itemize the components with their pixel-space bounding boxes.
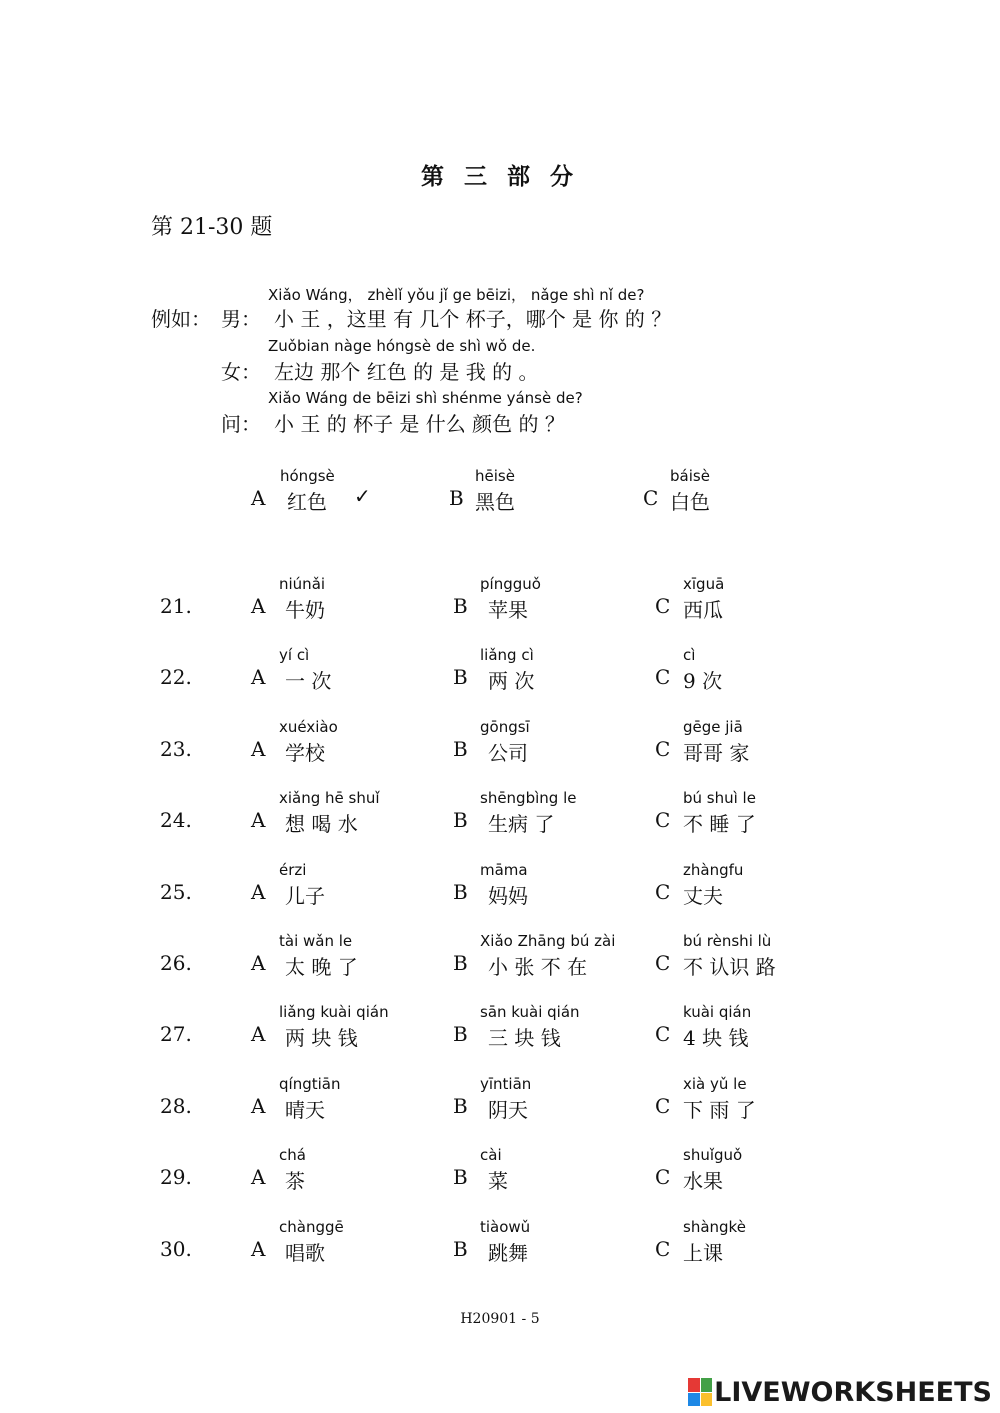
option-pinyin: chá xyxy=(279,1146,306,1164)
option-pinyin: érzi xyxy=(279,861,307,879)
option-pinyin: tiàowǔ xyxy=(480,1218,531,1236)
option-pinyin: gōngsī xyxy=(480,718,530,736)
option-hanzi: 下 雨 了 xyxy=(683,1098,756,1122)
option-hanzi: 公司 xyxy=(488,741,528,765)
option-letter: B xyxy=(453,594,468,618)
option-hanzi: 太 晚 了 xyxy=(285,955,358,979)
option-pinyin: tài wǎn le xyxy=(279,932,353,950)
example-speaker-2: 女： xyxy=(221,360,261,384)
option-pinyin: bú rènshi lù xyxy=(683,932,772,950)
option-pinyin: shàngkè xyxy=(683,1218,746,1236)
example-option-b-hanzi: 黑色 xyxy=(475,490,515,514)
question-number: 21. xyxy=(160,594,192,618)
option-hanzi: 两 次 xyxy=(488,669,535,693)
logo-text: LIVEWORKSHEETS xyxy=(714,1376,992,1408)
option-hanzi: 唱歌 xyxy=(285,1241,325,1265)
option-pinyin: yīntiān xyxy=(480,1075,532,1093)
question-number: 29. xyxy=(160,1165,192,1189)
option-letter: C xyxy=(655,1165,671,1189)
option-hanzi: 苹果 xyxy=(488,598,528,622)
option-hanzi: 学校 xyxy=(285,741,325,765)
option-pinyin: píngguǒ xyxy=(480,575,541,593)
option-hanzi: 上课 xyxy=(683,1241,723,1265)
example-option-b-pinyin: hēisè xyxy=(475,467,515,485)
option-pinyin: cì xyxy=(683,646,696,664)
option-pinyin: zhàngfu xyxy=(683,861,744,879)
logo-squares-icon xyxy=(688,1378,712,1406)
option-pinyin: bú shuì le xyxy=(683,789,756,807)
option-pinyin: xuéxiào xyxy=(279,718,338,736)
example-option-a-letter: A xyxy=(251,486,266,510)
option-letter: B xyxy=(453,951,468,975)
question-number: 28. xyxy=(160,1094,192,1118)
option-hanzi: 不 认识 路 xyxy=(683,955,776,979)
option-hanzi: 一 次 xyxy=(285,669,332,693)
option-letter: A xyxy=(251,665,266,689)
option-pinyin: Xiǎo Zhāng bú zài xyxy=(480,932,616,950)
option-letter: C xyxy=(655,737,671,761)
question-number: 25. xyxy=(160,880,192,904)
option-letter: C xyxy=(655,880,671,904)
option-letter: A xyxy=(251,880,266,904)
option-letter: A xyxy=(251,1165,266,1189)
option-letter: A xyxy=(251,594,266,618)
question-number: 23. xyxy=(160,737,192,761)
option-hanzi: 牛奶 xyxy=(285,598,325,622)
option-hanzi: 4 块 钱 xyxy=(683,1026,749,1050)
example-label: 例如： xyxy=(151,307,211,331)
option-letter: B xyxy=(453,1022,468,1046)
option-hanzi: 跳舞 xyxy=(488,1241,528,1265)
option-hanzi: 两 块 钱 xyxy=(285,1026,358,1050)
option-letter: C xyxy=(655,1094,671,1118)
option-pinyin: niúnǎi xyxy=(279,575,326,593)
option-hanzi: 丈夫 xyxy=(683,884,723,908)
option-letter: C xyxy=(655,951,671,975)
example-speaker-3: 问： xyxy=(221,412,261,436)
example-speaker-1: 男： xyxy=(221,307,261,331)
option-pinyin: liǎng kuài qián xyxy=(279,1003,389,1021)
option-pinyin: chànggē xyxy=(279,1218,344,1236)
option-pinyin: xià yǔ le xyxy=(683,1075,747,1093)
option-letter: B xyxy=(453,808,468,832)
option-hanzi: 哥哥 家 xyxy=(683,741,750,765)
option-pinyin: xiǎng hē shuǐ xyxy=(279,789,380,807)
example-option-c-pinyin: báisè xyxy=(670,467,710,485)
option-pinyin: liǎng cì xyxy=(480,646,534,664)
question-number: 22. xyxy=(160,665,192,689)
liveworksheets-logo xyxy=(688,1375,992,1409)
option-hanzi: 菜 xyxy=(488,1169,508,1193)
option-letter: B xyxy=(453,665,468,689)
question-number: 27. xyxy=(160,1022,192,1046)
example-hanzi-2: 左边 那个 红色 的 是 我 的 。 xyxy=(274,360,539,384)
section-title: 第 三 部 分 xyxy=(420,163,580,190)
example-option-a-hanzi: 红色 xyxy=(287,490,327,514)
option-hanzi: 阴天 xyxy=(488,1098,528,1122)
option-hanzi: 想 喝 水 xyxy=(285,812,358,836)
option-letter: B xyxy=(453,1165,468,1189)
option-letter: C xyxy=(655,808,671,832)
option-pinyin: kuài qián xyxy=(683,1003,752,1021)
option-hanzi: 9 次 xyxy=(683,669,723,693)
option-letter: B xyxy=(453,1237,468,1261)
question-range: 第 21-30 题 xyxy=(151,215,273,240)
option-letter: B xyxy=(453,880,468,904)
option-hanzi: 西瓜 xyxy=(683,598,723,622)
option-pinyin: cài xyxy=(480,1146,502,1164)
option-pinyin: yí cì xyxy=(279,646,310,664)
option-pinyin: sān kuài qián xyxy=(480,1003,580,1021)
example-option-c-hanzi: 白色 xyxy=(670,490,710,514)
option-hanzi: 茶 xyxy=(285,1169,305,1193)
option-pinyin: xīguā xyxy=(683,575,725,593)
question-number: 24. xyxy=(160,808,192,832)
option-letter: C xyxy=(655,594,671,618)
option-letter: B xyxy=(453,1094,468,1118)
option-letter: B xyxy=(453,737,468,761)
option-hanzi: 不 睡 了 xyxy=(683,812,756,836)
option-hanzi: 晴天 xyxy=(285,1098,325,1122)
option-hanzi: 三 块 钱 xyxy=(488,1026,561,1050)
option-letter: A xyxy=(251,1094,266,1118)
option-letter: C xyxy=(655,1237,671,1261)
option-letter: A xyxy=(251,808,266,832)
option-letter: C xyxy=(655,1022,671,1046)
question-number: 30. xyxy=(160,1237,192,1261)
option-letter: A xyxy=(251,951,266,975)
example-hanzi-1: 小 王 ，这里 有 几个 杯子，哪个 是 你 的 ？ xyxy=(274,307,672,331)
option-pinyin: shuǐguǒ xyxy=(683,1146,743,1164)
option-letter: A xyxy=(251,737,266,761)
option-pinyin: shēngbìng le xyxy=(480,789,577,807)
example-option-b-letter: B xyxy=(449,486,464,510)
check-icon: ✓ xyxy=(354,484,371,508)
option-letter: C xyxy=(655,665,671,689)
option-pinyin: māma xyxy=(480,861,528,879)
example-pinyin-1: Xiǎo Wáng， zhèlǐ yǒu jǐ ge bēizi， nǎge shì nǐ de? xyxy=(268,286,645,304)
page-footer: H20901 - 5 xyxy=(460,1311,540,1327)
option-hanzi: 小 张 不 在 xyxy=(488,955,588,979)
option-hanzi: 妈妈 xyxy=(488,884,528,908)
option-hanzi: 儿子 xyxy=(285,884,325,908)
example-option-a-pinyin: hóngsè xyxy=(280,467,335,485)
option-pinyin: qíngtiān xyxy=(279,1075,341,1093)
example-pinyin-2: Zuǒbian nàge hóngsè de shì wǒ de. xyxy=(268,337,536,355)
example-hanzi-3: 小 王 的 杯子 是 什么 颜色 的 ？ xyxy=(274,412,565,436)
example-option-c-letter: C xyxy=(643,486,659,510)
option-letter: A xyxy=(251,1022,266,1046)
option-hanzi: 水果 xyxy=(683,1169,723,1193)
option-letter: A xyxy=(251,1237,266,1261)
example-pinyin-3: Xiǎo Wáng de bēizi shì shénme yánsè de? xyxy=(268,389,583,407)
option-hanzi: 生病 了 xyxy=(488,812,555,836)
option-pinyin: gēge jiā xyxy=(683,718,743,736)
question-number: 26. xyxy=(160,951,192,975)
